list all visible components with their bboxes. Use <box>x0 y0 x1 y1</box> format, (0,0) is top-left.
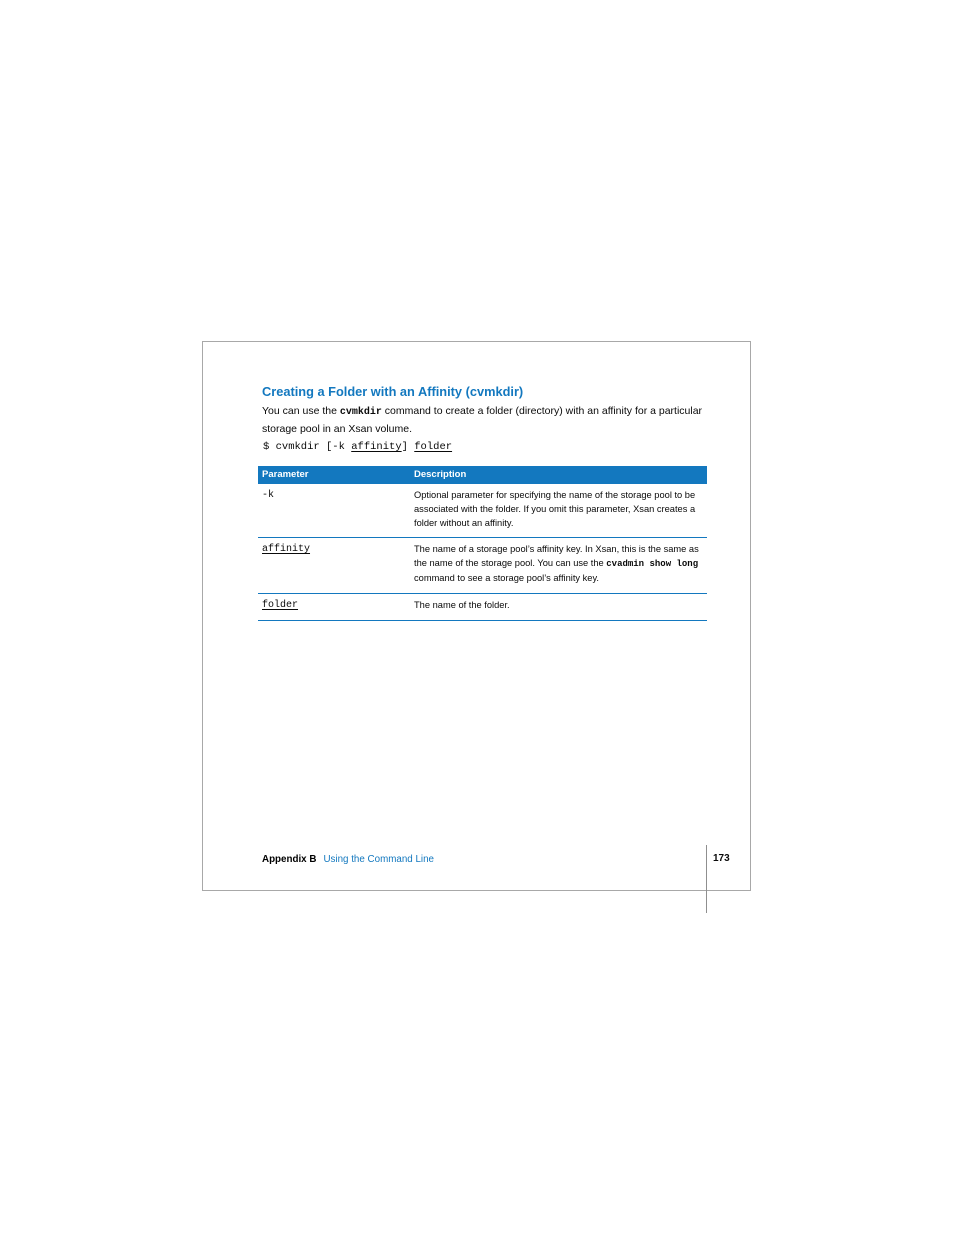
footer-chapter-title: Using the Command Line <box>323 854 434 865</box>
command-example <box>263 441 452 453</box>
table-row-k <box>258 484 707 538</box>
intro-text-post: command to create a folder (directory) with an affinity for a particular storage pool in an Xsan volume. <box>262 405 703 435</box>
column-header-description: Description <box>410 466 707 484</box>
command-arg-affinity: affinity <box>351 441 402 453</box>
description-affinity <box>410 538 707 593</box>
page-footer <box>262 854 434 865</box>
manual-page <box>202 341 751 891</box>
table-header-row <box>258 466 707 484</box>
parameter-table <box>258 466 707 621</box>
column-header-parameter: Parameter <box>258 466 410 484</box>
intro-text-pre: You can use the <box>262 405 340 417</box>
description-k-text: Optional parameter for specifying the name of the storage pool to be associated with the folder. If you omit this parameter, Xsan creates a folder without an affinity. <box>414 490 696 528</box>
description-affinity-text-post: command to see a storage pool’s affinity key. <box>414 572 600 583</box>
intro-paragraph <box>262 403 708 438</box>
description-folder-text: The name of the folder. <box>414 599 510 610</box>
table-row-folder <box>258 593 707 620</box>
description-affinity-text-pre: The name of a storage pool’s affinity key. In Xsan, this is the same as the name of the storage pool. You can use the <box>414 544 699 569</box>
table-row-affinity <box>258 538 707 593</box>
parameter-k: -k <box>258 484 410 538</box>
description-k <box>410 484 707 538</box>
command-text-pre: $ cvmkdir [-k <box>263 441 352 453</box>
footer-appendix-label: Appendix B <box>262 854 317 865</box>
parameter-affinity: affinity <box>258 538 410 593</box>
section-heading: Creating a Folder with an Affinity (cvmkdir) <box>262 384 524 399</box>
inline-code-cvmkdir: cvmkdir <box>339 407 382 418</box>
parameter-folder: folder <box>258 593 410 620</box>
page-number: 173 <box>713 853 730 864</box>
description-folder <box>410 593 707 620</box>
inline-code-cvadmin-show-long: cvadmin show long <box>606 559 699 570</box>
command-text-mid: ] <box>401 441 415 453</box>
footer-vertical-rule <box>706 845 707 913</box>
command-arg-folder: folder <box>414 441 453 453</box>
